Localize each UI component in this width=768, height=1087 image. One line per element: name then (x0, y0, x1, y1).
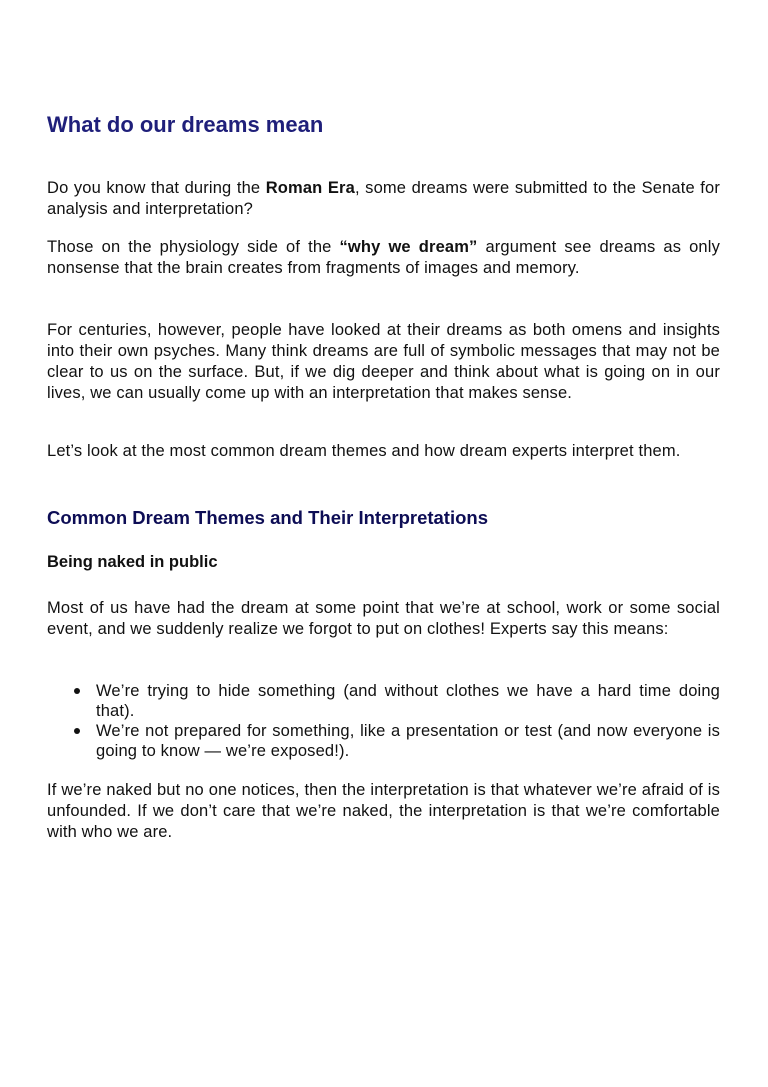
bullet-icon (74, 728, 80, 734)
physiology-bold-term: “why we dream” (339, 238, 478, 256)
intro-text-start: Do you know that during the (47, 179, 266, 197)
intro-text-end: , some dreams were submitted to the Senate for analysis and interpretation? (47, 179, 720, 218)
subheading: Being naked in public (47, 553, 218, 571)
themes-intro-paragraph: Let’s look at the most common dream themes and how dream experts interpret them. (47, 442, 681, 460)
bullet-list (47, 681, 720, 761)
bullet-icon (74, 688, 80, 694)
bullet-text: We’re trying to hide something (and without clothes we have a hard time doing that). (96, 682, 720, 720)
centuries-paragraph: For centuries, however, people have looked at their dreams as both omens and insights into their own psyches. Many think dreams are full of symbolic messages that may not be clear to us on the surface. But, if we dig deeper and think about what is going on in our lives, we can usually come up with an interpretation that makes sense. (47, 321, 720, 402)
intro-paragraph (47, 178, 720, 220)
physiology-text-end: argument see dreams as only nonsense that the brain creates from fragments of images and memory. (47, 238, 720, 277)
physiology-paragraph (47, 237, 720, 279)
page-title: What do our dreams mean (47, 112, 324, 137)
naked-dream-paragraph: Most of us have had the dream at some point that we’re at school, work or some social event, and we suddenly realize we forgot to put on clothes! Experts say this means: (47, 599, 720, 638)
physiology-text-start: Those on the physiology side of the (47, 238, 340, 256)
closing-paragraph: If we’re naked but no one notices, then the interpretation is that whatever we’re afraid of is unfounded. If we don’t care that we’re naked, the interpretation is that we’re comfortable with who we are. (47, 781, 720, 841)
list-item (47, 721, 720, 761)
bullet-text: We’re not prepared for something, like a presentation or test (and now everyone is going to know — we’re exposed!). (96, 722, 720, 760)
section-heading: Common Dream Themes and Their Interpretations (47, 507, 489, 528)
intro-bold-term: Roman Era (265, 179, 355, 197)
list-item (47, 681, 720, 721)
